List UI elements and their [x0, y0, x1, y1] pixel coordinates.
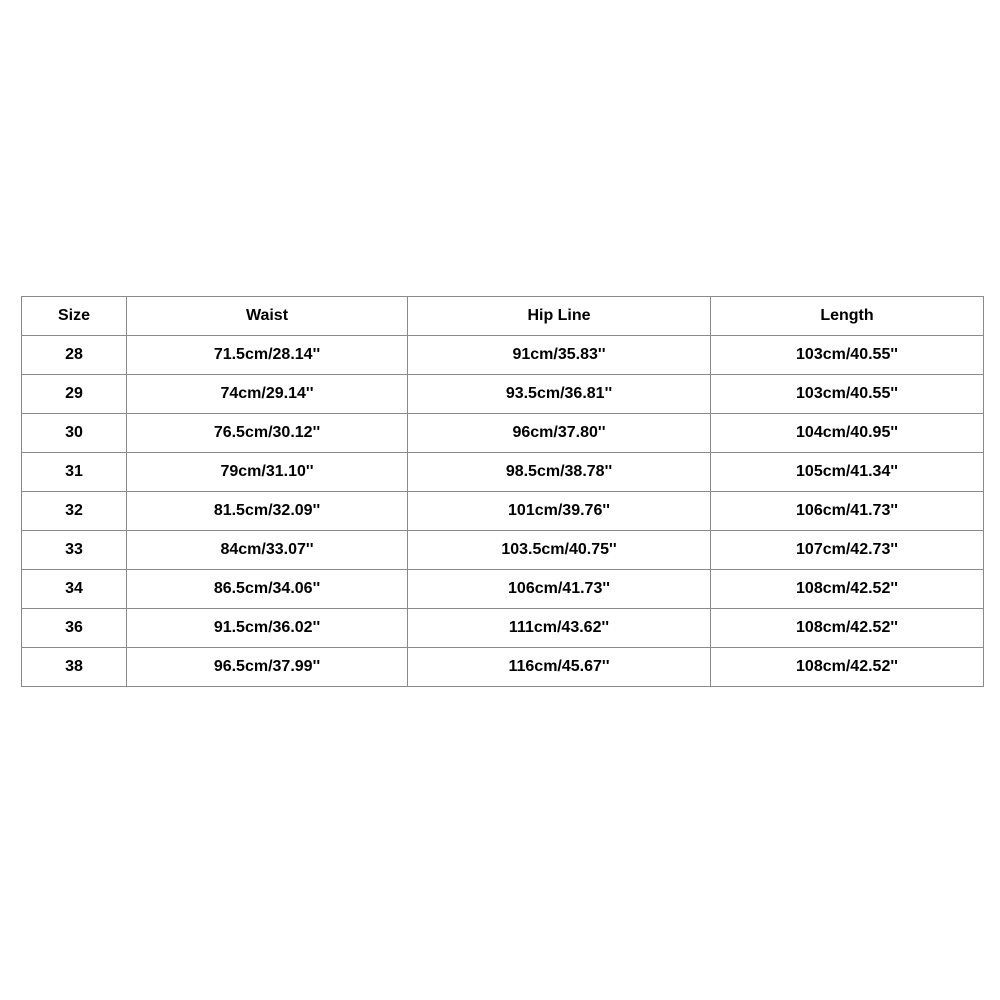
cell-length: 104cm/40.95''	[711, 414, 984, 453]
cell-waist: 74cm/29.14''	[127, 375, 408, 414]
cell-waist: 79cm/31.10''	[127, 453, 408, 492]
cell-waist: 84cm/33.07''	[127, 531, 408, 570]
cell-length: 105cm/41.34''	[711, 453, 984, 492]
cell-hip-line: 106cm/41.73''	[408, 570, 711, 609]
cell-size: 36	[22, 609, 127, 648]
cell-waist: 81.5cm/32.09''	[127, 492, 408, 531]
table-row	[22, 531, 984, 570]
cell-waist: 76.5cm/30.12''	[127, 414, 408, 453]
cell-hip-line: 96cm/37.80''	[408, 414, 711, 453]
table-row	[22, 375, 984, 414]
cell-hip-line: 93.5cm/36.81''	[408, 375, 711, 414]
cell-hip-line: 101cm/39.76''	[408, 492, 711, 531]
cell-size: 29	[22, 375, 127, 414]
table-row	[22, 453, 984, 492]
cell-hip-line: 91cm/35.83''	[408, 336, 711, 375]
cell-length: 106cm/41.73''	[711, 492, 984, 531]
cell-size: 32	[22, 492, 127, 531]
header-waist: Waist	[127, 297, 408, 336]
cell-size: 30	[22, 414, 127, 453]
table-row	[22, 570, 984, 609]
cell-size: 34	[22, 570, 127, 609]
cell-size: 31	[22, 453, 127, 492]
cell-size: 38	[22, 648, 127, 687]
cell-hip-line: 98.5cm/38.78''	[408, 453, 711, 492]
header-row	[22, 297, 984, 336]
cell-length: 108cm/42.52''	[711, 570, 984, 609]
cell-size: 28	[22, 336, 127, 375]
cell-length: 107cm/42.73''	[711, 531, 984, 570]
header-size: Size	[22, 297, 127, 336]
cell-length: 108cm/42.52''	[711, 648, 984, 687]
table-row	[22, 648, 984, 687]
cell-waist: 91.5cm/36.02''	[127, 609, 408, 648]
size-chart-table	[21, 296, 984, 687]
cell-hip-line: 103.5cm/40.75''	[408, 531, 711, 570]
table-row	[22, 414, 984, 453]
cell-length: 108cm/42.52''	[711, 609, 984, 648]
cell-waist: 96.5cm/37.99''	[127, 648, 408, 687]
cell-hip-line: 116cm/45.67''	[408, 648, 711, 687]
cell-waist: 86.5cm/34.06''	[127, 570, 408, 609]
cell-waist: 71.5cm/28.14''	[127, 336, 408, 375]
cell-length: 103cm/40.55''	[711, 375, 984, 414]
cell-hip-line: 111cm/43.62''	[408, 609, 711, 648]
table-row	[22, 492, 984, 531]
header-length: Length	[711, 297, 984, 336]
header-hip-line: Hip Line	[408, 297, 711, 336]
cell-length: 103cm/40.55''	[711, 336, 984, 375]
table-row	[22, 609, 984, 648]
cell-size: 33	[22, 531, 127, 570]
table-row	[22, 336, 984, 375]
